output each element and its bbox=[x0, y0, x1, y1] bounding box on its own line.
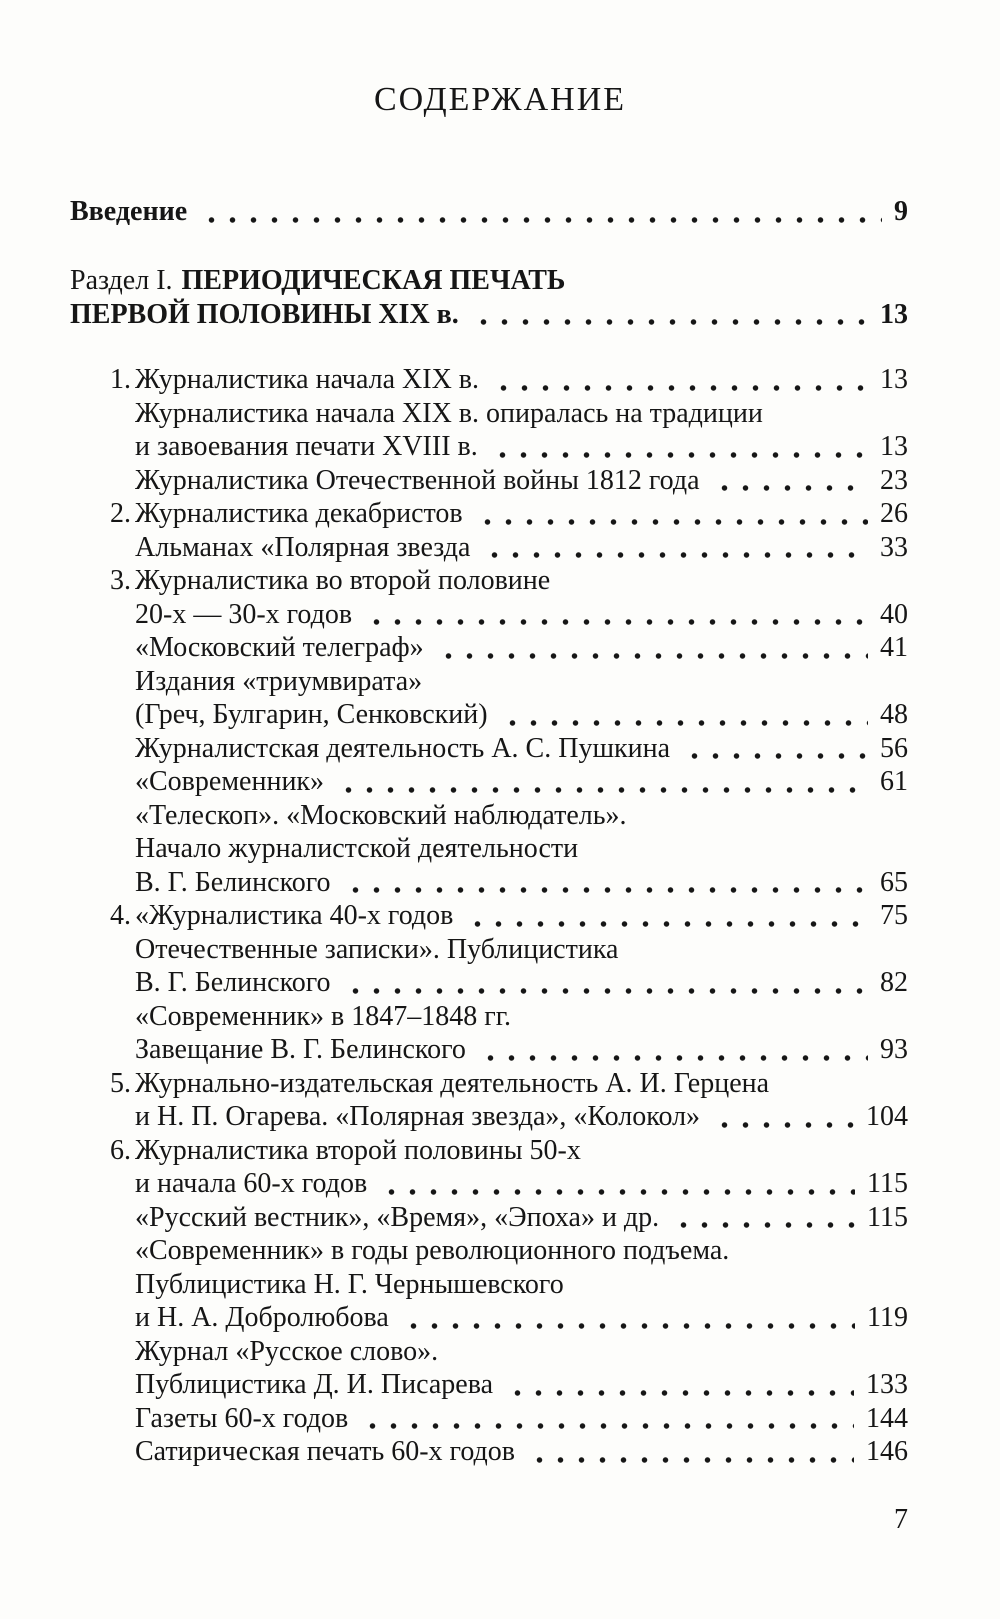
toc-entry-title: Газеты 60-х годов bbox=[135, 1402, 349, 1434]
toc-entry-page: 115 bbox=[867, 1168, 908, 1199]
toc-line bbox=[70, 899, 908, 933]
toc-entry-title: «Современник» в 1847–1848 гг. bbox=[135, 1000, 512, 1032]
dot-leader bbox=[381, 1189, 855, 1195]
toc-section-heading bbox=[70, 264, 908, 331]
toc-entry-introduction bbox=[70, 195, 908, 229]
toc-entry-page: 41 bbox=[880, 632, 908, 663]
toc-line bbox=[70, 1301, 908, 1335]
toc-entry-title: «Московский телеграф» bbox=[135, 632, 424, 663]
toc-line bbox=[70, 933, 908, 967]
toc-entry-page: 13 bbox=[880, 431, 908, 462]
toc-line bbox=[70, 1067, 908, 1101]
toc-entry-page: 75 bbox=[880, 900, 908, 931]
toc-entry-title: Альманах «Полярная звезда bbox=[135, 531, 471, 563]
dot-leader bbox=[484, 552, 868, 558]
toc-line bbox=[70, 1368, 908, 1402]
toc-line bbox=[70, 1033, 908, 1067]
toc-section-line bbox=[70, 298, 908, 332]
toc-line bbox=[70, 665, 908, 699]
toc-line bbox=[70, 1134, 908, 1168]
toc-line bbox=[70, 832, 908, 866]
dot-leader bbox=[362, 1423, 854, 1429]
dot-leader bbox=[673, 1222, 855, 1228]
toc-entry-title: и Н. А. Добролюбова bbox=[135, 1302, 389, 1333]
toc-line bbox=[70, 497, 908, 531]
toc-entry-title: Журнально-издательская деятельность А. И. Герцена bbox=[135, 1067, 770, 1099]
toc-entry-title: (Греч, Булгарин, Сенковский) bbox=[135, 699, 488, 730]
folio-page-number: 7 bbox=[894, 1504, 908, 1535]
toc-entry-page: 23 bbox=[880, 464, 908, 496]
toc-entry-title: Введение bbox=[70, 196, 188, 227]
toc-entry-number: 2. bbox=[110, 498, 131, 529]
toc-entry-page: 133 bbox=[866, 1369, 908, 1400]
dot-leader bbox=[714, 485, 868, 491]
toc-line bbox=[70, 1234, 908, 1268]
toc-entry-title: Начало журналистской деятельности bbox=[135, 833, 579, 864]
toc-entry-title: Журналистика второй половины 50-х bbox=[135, 1134, 581, 1166]
dot-leader bbox=[345, 887, 868, 893]
toc-entry-title: «Телескоп». «Московский наблюдатель». bbox=[135, 799, 627, 831]
toc-entry-page: 104 bbox=[866, 1101, 908, 1132]
dot-leader bbox=[467, 921, 868, 927]
toc-entry-page: 65 bbox=[880, 866, 908, 898]
dot-leader bbox=[502, 720, 868, 726]
toc-entry-number: 1. bbox=[110, 364, 131, 395]
dot-leader bbox=[529, 1457, 854, 1463]
toc-entry-title: «Журналистика 40-х годов bbox=[135, 900, 454, 931]
toc-entry-title: Журналистика начала XIX в. bbox=[135, 364, 480, 395]
section-prefix: Раздел I. bbox=[70, 265, 173, 296]
toc-line bbox=[70, 765, 908, 799]
toc-entry-title: и начала 60-х годов bbox=[135, 1168, 368, 1199]
dot-leader bbox=[438, 653, 868, 659]
toc-line bbox=[70, 1435, 908, 1469]
toc-entry-title: Публицистика Н. Г. Чернышевского bbox=[135, 1268, 564, 1300]
dot-leader bbox=[201, 217, 882, 223]
toc-entry-title: Издания «триумвирата» bbox=[135, 665, 423, 697]
toc-entry-page: 82 bbox=[880, 967, 908, 998]
toc-line bbox=[70, 564, 908, 598]
dot-leader bbox=[366, 619, 868, 625]
toc-line bbox=[70, 799, 908, 833]
toc-line bbox=[70, 631, 908, 665]
toc-line bbox=[70, 1402, 908, 1436]
toc-line bbox=[70, 464, 908, 498]
toc-line bbox=[70, 1335, 908, 1369]
dot-leader bbox=[473, 319, 868, 325]
toc-entry-title: Завещание В. Г. Белинского bbox=[135, 1034, 466, 1065]
toc-entry-title: «Современник» в годы революционного подъема. bbox=[135, 1235, 730, 1266]
toc-line bbox=[70, 866, 908, 900]
dot-leader bbox=[507, 1390, 854, 1396]
toc-entry-title: Журналистская деятельность А. С. Пушкина bbox=[135, 732, 671, 764]
toc-line bbox=[70, 1268, 908, 1302]
toc-line bbox=[70, 397, 908, 431]
toc-entry-page: 93 bbox=[880, 1034, 908, 1065]
toc-entry-page: 33 bbox=[880, 531, 908, 563]
toc-entry-title: Публицистика Д. И. Писарева bbox=[135, 1369, 494, 1400]
toc-line bbox=[70, 363, 908, 397]
toc-entry-title: Журнал «Русское слово». bbox=[135, 1335, 439, 1367]
toc-entry-title: Отечественные записки». Публицистика bbox=[135, 933, 619, 965]
toc-entry-page: 144 bbox=[866, 1402, 908, 1434]
toc-entry-title: и завоевания печати XVIII в. bbox=[135, 431, 478, 462]
toc-entry-title: Журналистика начала XIX в. опиралась на традиции bbox=[135, 397, 763, 429]
toc-line bbox=[70, 531, 908, 565]
toc-entry-title: В. Г. Белинского bbox=[135, 967, 331, 998]
toc-entry-title: Журналистика во второй половине bbox=[135, 565, 551, 596]
toc-entry-number: 3. bbox=[110, 565, 131, 596]
toc-entry-page: 13 bbox=[880, 364, 908, 395]
toc-entry-page: 115 bbox=[867, 1201, 908, 1233]
toc-entry-page: 9 bbox=[894, 196, 908, 227]
toc-line bbox=[70, 1201, 908, 1235]
section-title: ПЕРИОДИЧЕСКАЯ ПЕЧАТЬ bbox=[181, 265, 566, 296]
toc-entry-title: Журналистика Отечественной войны 1812 года bbox=[135, 464, 700, 496]
toc-entry-number: 5. bbox=[110, 1067, 131, 1099]
toc-line bbox=[70, 430, 908, 464]
toc-entry-number: 6. bbox=[110, 1134, 131, 1166]
dot-leader bbox=[403, 1323, 855, 1329]
toc-entry-page: 146 bbox=[866, 1436, 908, 1467]
toc-line bbox=[70, 1100, 908, 1134]
toc-line bbox=[70, 1000, 908, 1034]
toc-line bbox=[70, 732, 908, 766]
toc-line bbox=[70, 698, 908, 732]
toc-entry-title: В. Г. Белинского bbox=[135, 866, 331, 898]
toc-entry-title: Сатирическая печать 60-х годов bbox=[135, 1436, 515, 1467]
dot-leader bbox=[714, 1122, 854, 1128]
toc-entry-title: «Современник» bbox=[135, 766, 325, 797]
toc-section-line bbox=[70, 264, 908, 298]
dot-leader bbox=[684, 753, 868, 759]
dot-leader bbox=[492, 452, 868, 458]
page-title: СОДЕРЖАНИЕ bbox=[373, 81, 627, 118]
dot-leader bbox=[480, 1055, 868, 1061]
toc-line bbox=[70, 966, 908, 1000]
toc-entry-page: 13 bbox=[880, 298, 908, 330]
toc-entry-page: 48 bbox=[880, 699, 908, 730]
section-title: ПЕРВОЙ ПОЛОВИНЫ XIX в. bbox=[70, 298, 459, 330]
dot-leader bbox=[345, 988, 868, 994]
toc-entry-page: 119 bbox=[867, 1302, 908, 1333]
toc-entry-number: 4. bbox=[110, 900, 131, 931]
toc-entry-title: 20-х — 30-х годов bbox=[135, 598, 353, 630]
toc-entry-page: 56 bbox=[880, 732, 908, 764]
toc-line bbox=[70, 1167, 908, 1201]
toc-entry-page: 40 bbox=[880, 598, 908, 630]
toc-entry-title: «Русский вестник», «Время», «Эпоха» и др. bbox=[135, 1201, 660, 1233]
dot-leader bbox=[338, 787, 868, 793]
toc-entry-page: 26 bbox=[880, 498, 908, 529]
dot-leader bbox=[477, 519, 868, 525]
toc-line bbox=[70, 598, 908, 632]
toc-entry-title: и Н. П. Огарева. «Полярная звезда», «Колокол» bbox=[135, 1101, 701, 1132]
dot-leader bbox=[493, 385, 868, 391]
toc-list bbox=[70, 363, 908, 1469]
toc-entry-page: 61 bbox=[880, 766, 908, 797]
toc-entry-title: Журналистика декабристов bbox=[135, 498, 463, 529]
